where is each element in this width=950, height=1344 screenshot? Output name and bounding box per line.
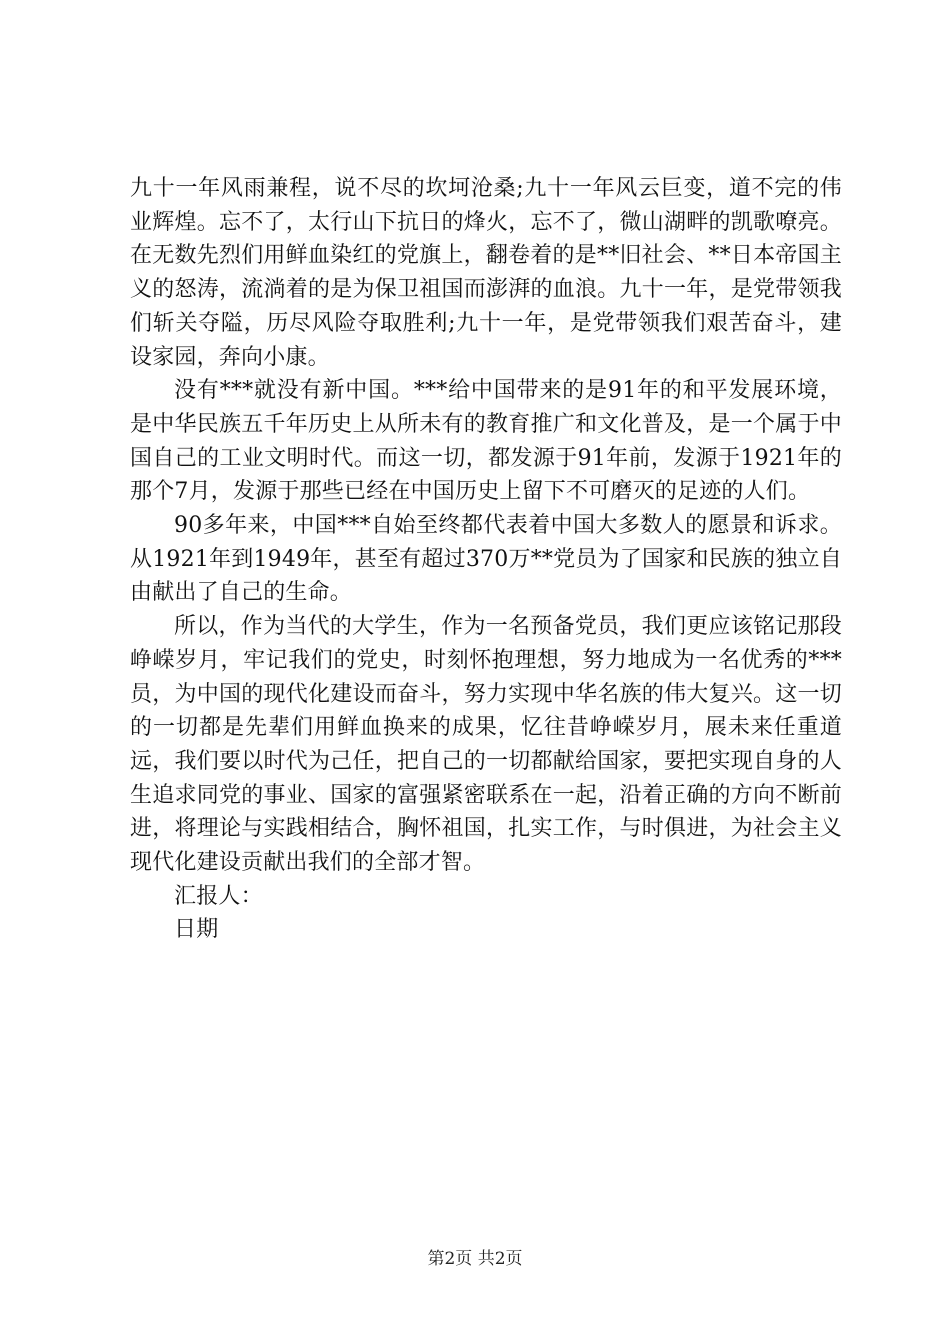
paragraph-ninety-years: 90多年来，中国***自始至终都代表着中国大多数人的愿景和诉求。从1921年到1949年，甚至有超过370万**党员为了国家和民族的独立自由献出了自己的生命。 — [130, 513, 842, 606]
document-body — [130, 172, 842, 947]
paragraph-conclusion: 所以，作为当代的大学生，作为一名预备党员，我们更应该铭记那段峥嵘岁月，牢记我们的党史，时刻怀抱理想，努力地成为一名优秀的***员，为中国的现代化建设而奋斗，努力实现中华名族的伟大复兴。这一切的一切都是先辈们用鲜血换来的成果，忆往昔峥嵘岁月，展未来任重道远，我们要以时代为己任，把自己的一切都献给国家，要把实现自身的人生追求同党的事业、国家的富强紧密联系在一起，沿着正确的方向不断前进，将理论与实践相结合，胸怀祖国，扎实工作，与时俱进，为社会主义现代化建设贡献出我们的全部才智。 — [130, 614, 842, 876]
date-label: 日期 — [174, 917, 219, 943]
reporter-label: 汇报人： — [174, 883, 263, 909]
paragraph-new-china: 没有***就没有新中国。***给中国带来的是91年的和平发展环境，是中华民族五千年历史上从所未有的教育推广和文化普及，是一个属于中国自己的工业文明时代。而这一切，都发源于91年前，发源于1921年的那个7月，发源于那些已经在中国历史上留下不可磨灭的足迹的人们。 — [130, 378, 842, 505]
paragraph-history: 九十一年风雨兼程，说不尽的坎坷沧桑;九十一年风云巨变，道不完的伟业辉煌。忘不了，太行山下抗日的烽火，忘不了，微山湖畔的凯歌嘹亮。在无数先烈们用鲜血染红的党旗上，翻卷着的是**旧社会、**日本帝国主义的怒涛，流淌着的是为保卫祖国而澎湃的血浪。九十一年，是党带领我们斩关夺隘，历尽风险夺取胜利;九十一年，是党带领我们艰苦奋斗，建设家园，奔向小康。 — [130, 176, 842, 370]
page-footer: 第2页 共2页 — [427, 1249, 523, 1269]
